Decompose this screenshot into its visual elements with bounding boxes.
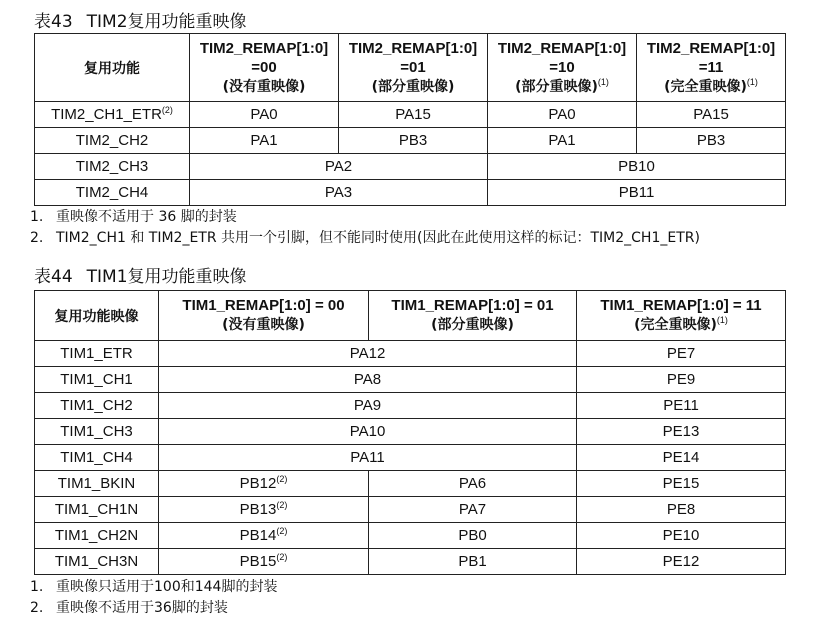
header-line3: (完全重映像) [664,78,747,95]
footnote-ref: (2) [276,500,288,510]
table-cell: PA3 [190,180,488,206]
table44-notes [30,577,277,619]
table43-header [190,34,339,102]
table-cell: PA2 [190,154,488,180]
table-cell: PE15 [577,471,786,497]
table44-header [577,291,786,341]
table43 [34,33,786,206]
table-cell: PA1 [190,128,339,154]
table-cell: PA0 [190,102,339,128]
table44-header [369,291,577,341]
table-cell: PA8 [159,367,577,393]
footnote-ref: (2) [161,105,173,115]
header-line2: =01 [400,58,426,76]
table-cell: PE9 [577,367,786,393]
row-label: TIM2_CH2 [35,128,190,154]
header-line3: (没有重映像) [222,78,306,95]
table-row [35,471,786,497]
table-row [35,393,786,419]
footnote: 2. 重映像不适用于36脚的封装 [30,600,228,616]
table44-title: TIM1复用功能重映像 [86,267,247,287]
table-cell: PB10 [488,154,786,180]
table-cell: PE10 [577,523,786,549]
table-cell: PA6 [369,471,577,497]
table-row [35,128,786,154]
table44-number: 表44 [34,267,73,287]
header-line2: (部分重映像) [431,317,514,333]
header-line3: (部分重映像) [515,78,598,95]
header-line2: (没有重映像) [222,317,305,333]
row-label: TIM1_CH1 [35,367,159,393]
row-label: TIM1_BKIN [35,471,159,497]
footnote: 1. 重映像只适用于100和144脚的封装 [30,579,278,595]
table43-header-row [35,34,786,102]
table-cell: PB11 [488,180,786,206]
row-label: TIM2_CH1_ETR$^{(2)}$ [35,102,190,128]
header-line1: TIM1_REMAP[1:0] = 01 [391,297,554,314]
table-row [35,367,786,393]
table-cell: PE7 [577,341,786,367]
table43-notes [30,207,700,249]
table-cell: PA9 [159,393,577,419]
row-label: TIM1_CH3N [35,549,159,575]
table44 [34,290,786,575]
header-line1: TIM2_REMAP[1:0] [646,39,776,57]
table-cell: PA15 [637,102,786,128]
table-cell: PB13$^{(2)}$ [159,497,369,523]
table-row [35,523,786,549]
table-row [35,497,786,523]
table43-header [637,34,786,102]
row-label: TIM2_CH3 [35,154,190,180]
row-label: TIM1_CH2 [35,393,159,419]
row-label: TIM1_CH2N [35,523,159,549]
header-line1: TIM2_REMAP[1:0] [497,39,627,57]
row-label: TIM1_ETR [35,341,159,367]
table-cell: PE14 [577,445,786,471]
table44-header-row [35,291,786,341]
table-cell: PA10 [159,419,577,445]
header-line2: (完全重映像) [634,317,717,333]
table-cell: PB1 [369,549,577,575]
footnote: 2. TIM2_CH1 和 TIM2_ETR 共用一个引脚，但不能同时使用(因此在此使用这样的标记：TIM2_CH1_ETR) [30,230,700,246]
table-cell: PB15$^{(2)}$ [159,549,369,575]
table-cell: PA11 [159,445,577,471]
table-cell: PB3 [339,128,488,154]
table43-title: TIM2复用功能重映像 [86,12,247,32]
table-cell: PB0 [369,523,577,549]
header-line1: TIM2_REMAP[1:0] [348,39,478,57]
table-row [35,549,786,575]
table43-header [339,34,488,102]
table-cell: PB14$^{(2)}$ [159,523,369,549]
footnote-ref: (1) [746,76,758,87]
table-cell: PA15 [339,102,488,128]
row-label: TIM1_CH1N [35,497,159,523]
footnote-ref: (1) [597,76,609,87]
header-line2: =11 [698,58,724,76]
header-line2: =10 [549,58,575,76]
table-row [35,419,786,445]
footnote-ref: (1) [716,315,728,325]
table44-corner: 复用功能映像 [35,291,159,341]
header-line3: (部分重映像) [371,78,455,95]
table-cell: PE12 [577,549,786,575]
table-row [35,180,786,206]
footnote-ref: (2) [276,526,288,536]
table43-header [488,34,637,102]
table44-caption [34,262,247,287]
table43-caption [34,7,247,32]
header-line1: TIM1_REMAP[1:0] = 11 [600,297,762,314]
table43-corner: 复用功能 [35,34,190,102]
header-line1: TIM2_REMAP[1:0] [199,39,329,57]
table43-number: 表43 [34,12,73,32]
footnote-ref: (2) [276,552,288,562]
footnote: 1. 重映像不适用于 36 脚的封装 [30,209,237,225]
table44-header [159,291,369,341]
table-row [35,154,786,180]
table-cell: PE11 [577,393,786,419]
table-cell: PB3 [637,128,786,154]
header-line1: TIM1_REMAP[1:0] = 00 [182,297,345,314]
footnote-ref: (2) [276,474,288,484]
table-cell: PA7 [369,497,577,523]
row-label: TIM1_CH4 [35,445,159,471]
table-cell: PA12 [159,341,577,367]
row-label: TIM1_CH3 [35,419,159,445]
table-row [35,445,786,471]
row-label: TIM2_CH4 [35,180,190,206]
table-cell: PE13 [577,419,786,445]
table-row [35,102,786,128]
table-cell: PE8 [577,497,786,523]
table-cell: PA0 [488,102,637,128]
table-cell: PA1 [488,128,637,154]
header-line2: =00 [251,58,277,76]
table-row [35,341,786,367]
table-cell: PB12$^{(2)}$ [159,471,369,497]
